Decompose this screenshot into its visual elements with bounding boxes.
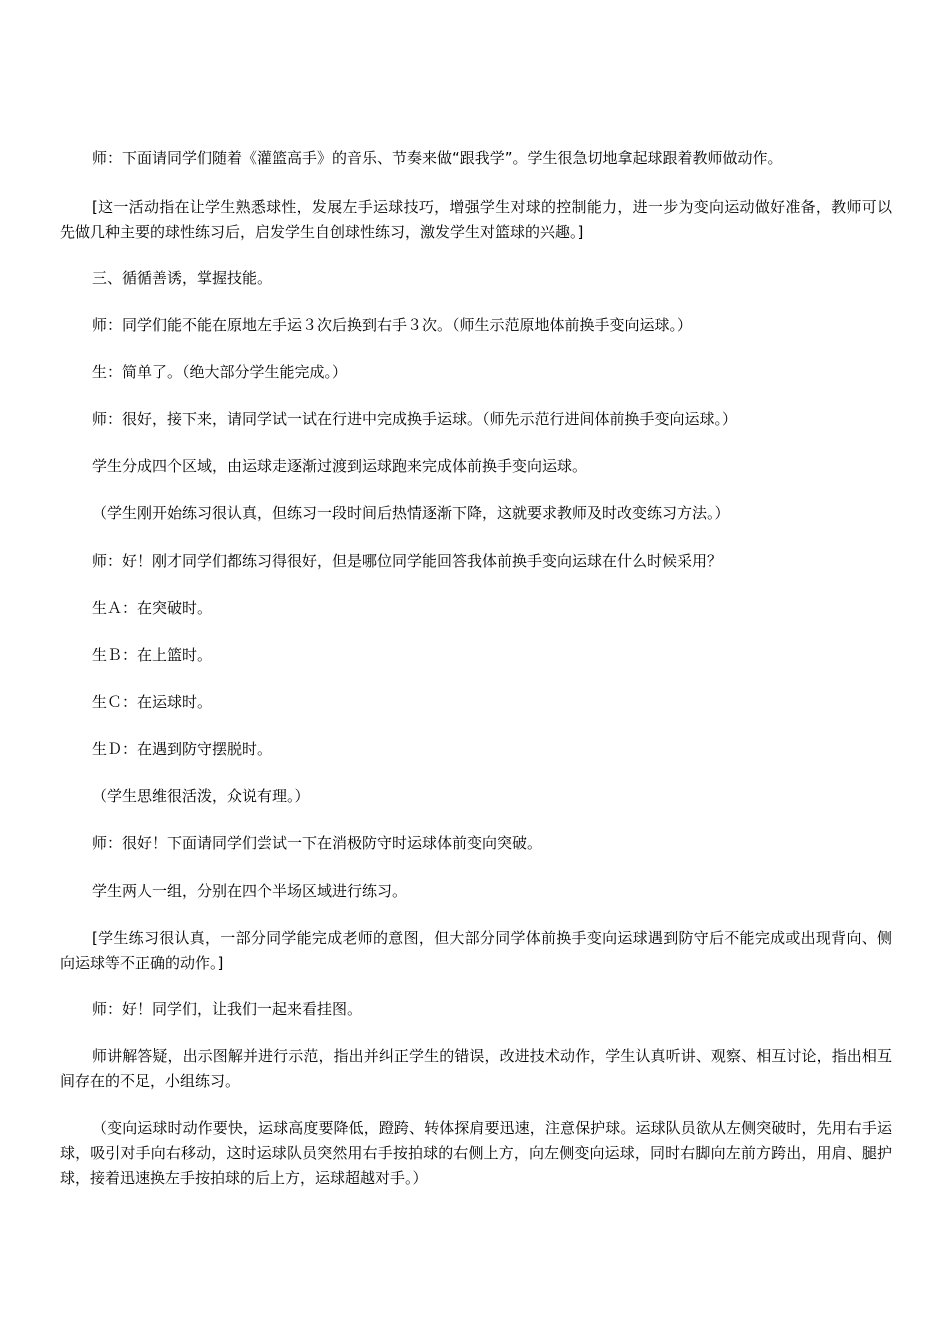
- paragraph-student-a: 生Ａ：在突破时。: [92, 599, 213, 617]
- section-heading-three: 三、循循善诱，掌握技能。: [92, 269, 273, 287]
- paragraph-pairs-practice: 学生两人一组，分别在四个半场区域进行练习。: [92, 882, 408, 900]
- paragraph-student-b: 生Ｂ：在上篮时。: [92, 646, 213, 664]
- paragraph-activity-note: [这一活动指在让学生熟悉球性，发展左手运球技巧，增强学生对球的控制能力，进一步为变向运动做好准备，教师可以先做几种主要的球性练习后，启发学生自创球性练习，激发学生对篮球的兴趣。]: [60, 198, 892, 241]
- paragraph-practice-note: [学生练习很认真，一部分同学能完成老师的意图，但大部分同学体前换手变向运球遇到防守后不能完成或出现背向、侧向运球等不正确的动作。]: [60, 929, 892, 972]
- paragraph-technique-note: （变向运球时动作要快，运球高度要降低，蹬跨、转体探肩要迅速，注意保护球。运球队员欲从左侧突破时，先用右手运球，吸引对手向右移动，这时运球队员突然用右手按拍球的右侧上方，向左侧变向运球，同时右脚向左前方跨出，用肩、腿护球，接着迅速换左手按拍球的后上方，运球超越对手。）: [60, 1119, 892, 1187]
- paragraph-student-c: 生Ｃ：在运球时。: [92, 693, 213, 711]
- paragraph-active-thinking: （学生思维很活泼，众说有理。）: [92, 787, 310, 805]
- paragraph-enthusiasm-drop: （学生刚开始练习很认真，但练习一段时间后热情逐渐下降，这就要求教师及时改变练习方法。）: [92, 504, 730, 522]
- paragraph-teacher-moving-dribble: 师：很好，接下来，请同学试一试在行进中完成换手运球。（师先示范行进间体前换手变向运球。）: [92, 410, 738, 428]
- paragraph-student-d: 生Ｄ：在遇到防守摆脱时。: [92, 740, 273, 758]
- paragraph-teacher-passive-defense: 师：很好！下面请同学们尝试一下在消极防守时运球体前变向突破。: [92, 834, 543, 852]
- paragraph-teacher-chart: 师：好！同学们，让我们一起来看挂图。: [92, 1000, 363, 1018]
- paragraph-teacher-switch-hands: 师：同学们能不能在原地左手运３次后换到右手３次。（师生示范原地体前换手变向运球。）: [92, 316, 693, 334]
- paragraph-teacher-question: 师：好！刚才同学们都练习得很好，但是哪位同学能回答我体前换手变向运球在什么时候采用？: [92, 552, 723, 570]
- paragraph-teacher-explains: 师讲解答疑，出示图解并进行示范，指出并纠正学生的错误，改进技术动作，学生认真听讲、观察、相互讨论，指出相互间存在的不足，小组练习。: [60, 1047, 892, 1090]
- paragraph-student-simple: 生：简单了。（绝大部分学生能完成。）: [92, 363, 348, 381]
- paragraph-teacher-follow-me: 师：下面请同学们随着《灌篮高手》的音乐、节奏来做“跟我学”。学生很急切地拿起球跟着教师做动作。: [92, 149, 783, 167]
- paragraph-four-areas: 学生分成四个区域，由运球走逐渐过渡到运球跑来完成体前换手变向运球。: [92, 457, 588, 475]
